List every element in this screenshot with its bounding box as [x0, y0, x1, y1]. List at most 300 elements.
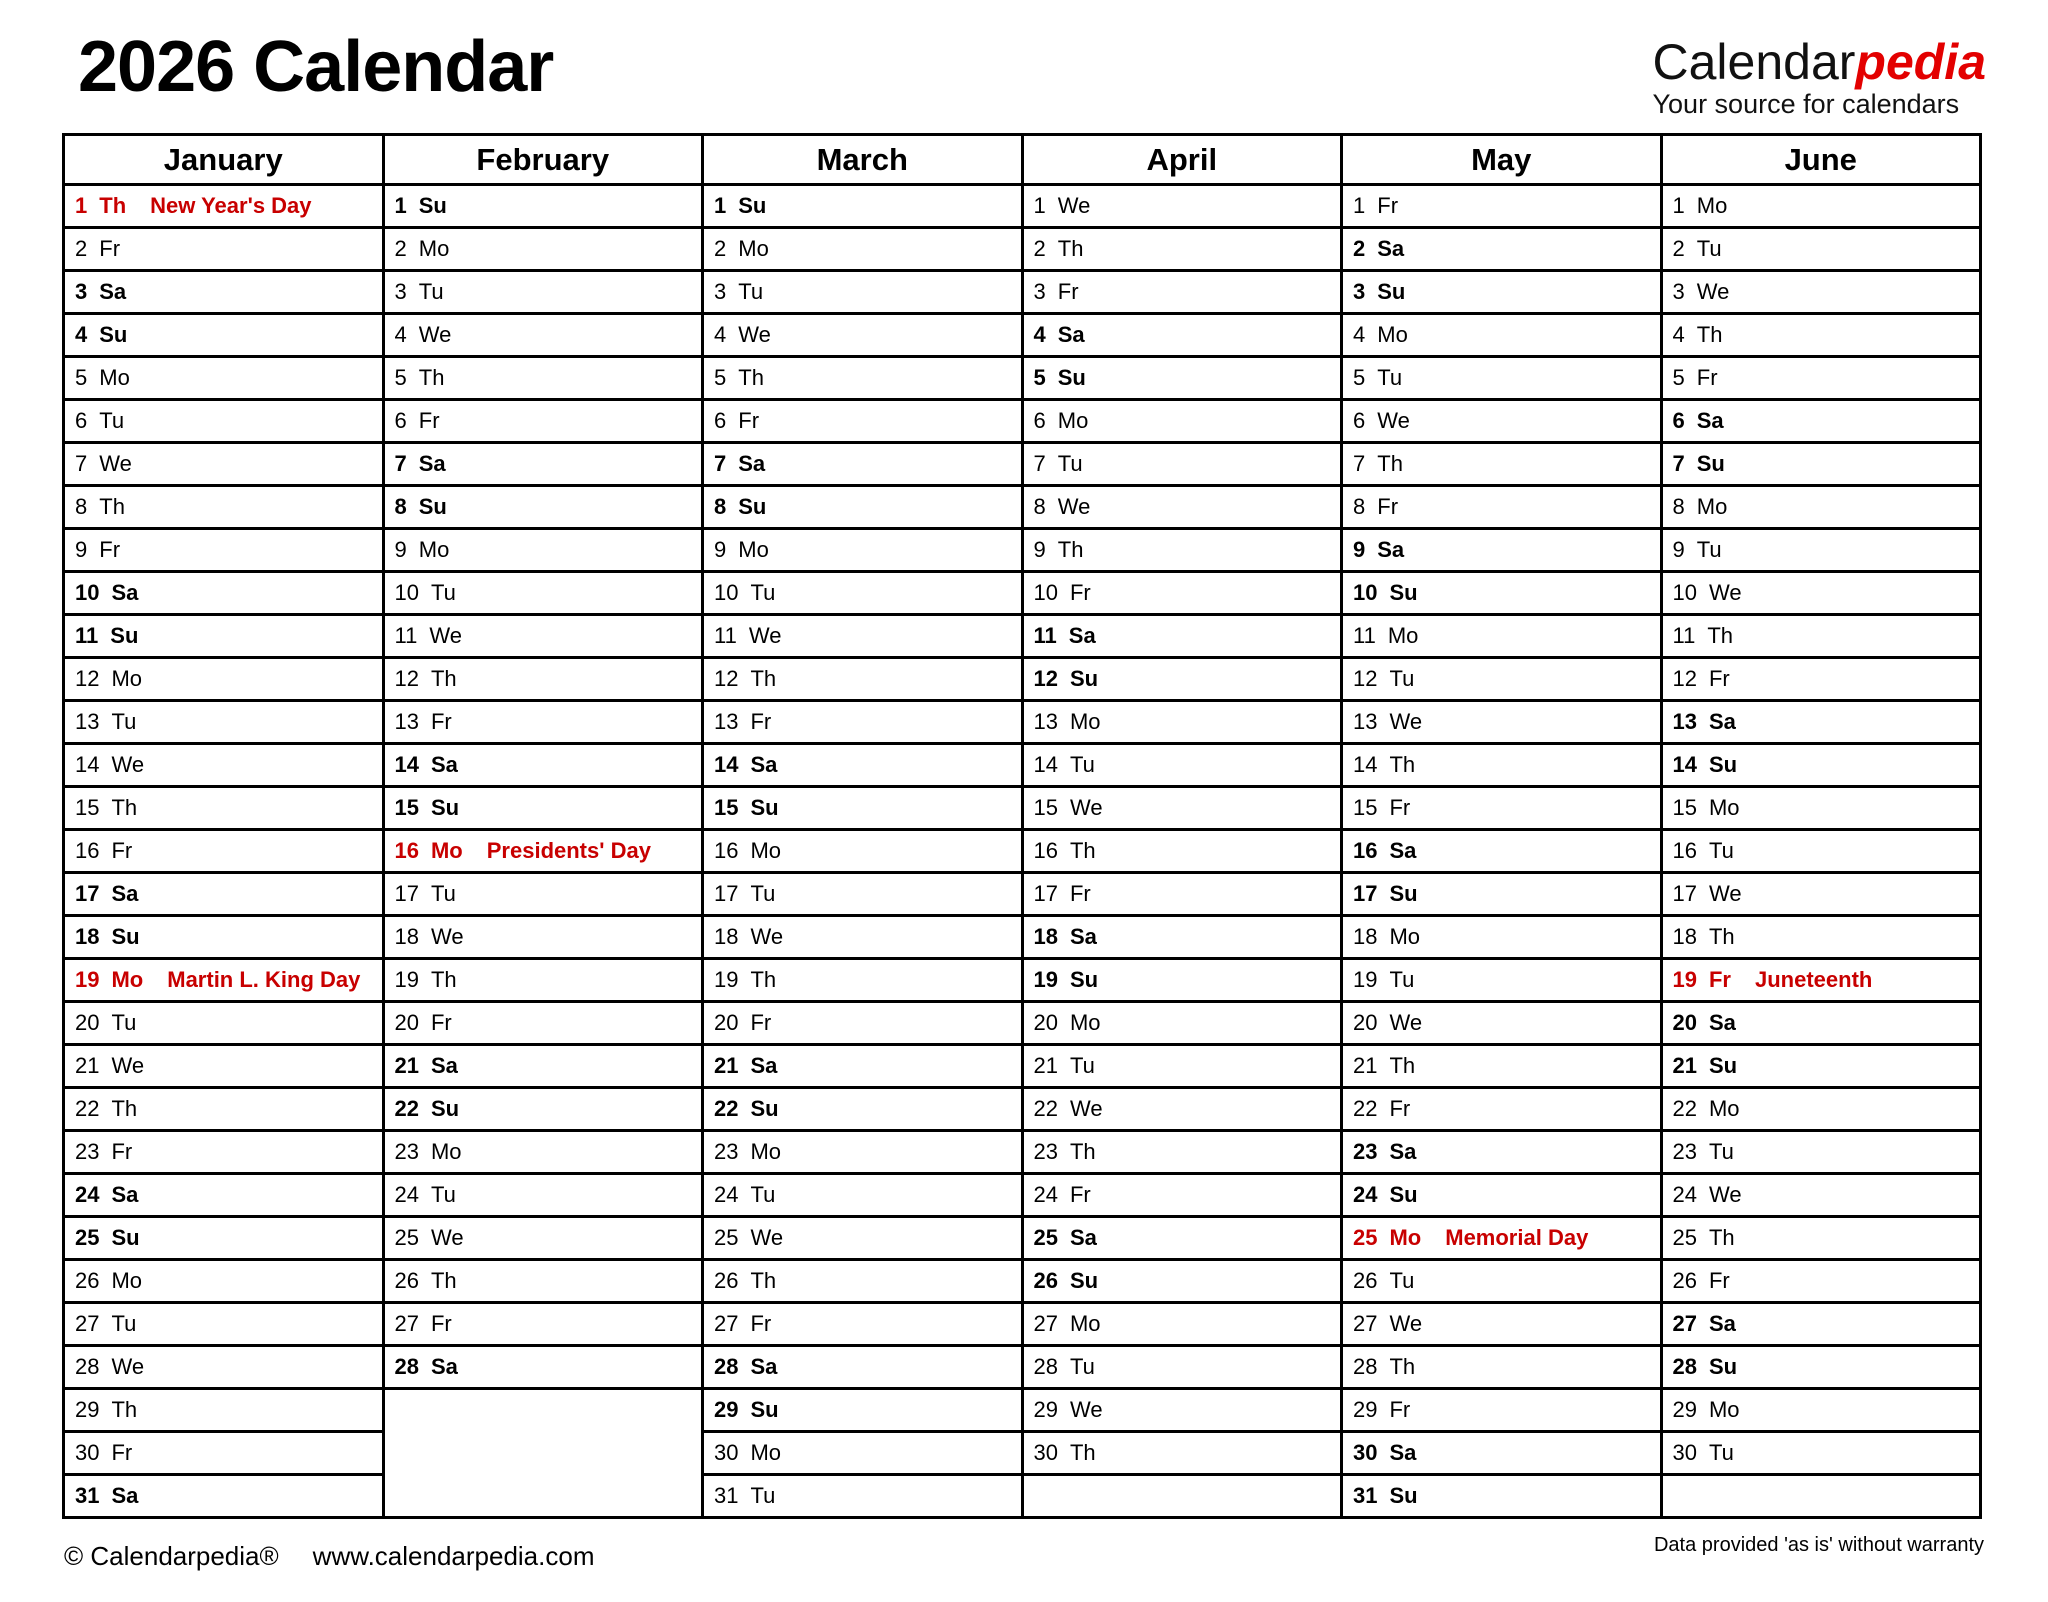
day-number: 7	[1033, 451, 1046, 476]
day-number: 21	[75, 1053, 100, 1078]
weekday-abbr: Tu	[418, 279, 444, 304]
weekday-abbr: Mo	[418, 537, 450, 562]
day-number: 29	[1672, 1397, 1697, 1422]
weekday-abbr: Sa	[750, 752, 778, 777]
cell-march-23	[703, 1131, 1023, 1174]
weekday-abbr: Fr	[430, 709, 452, 734]
day-number: 25	[1033, 1225, 1058, 1250]
weekday-abbr: Tu	[111, 709, 137, 734]
cell-may-17	[1342, 873, 1662, 916]
weekday-abbr: Th	[750, 967, 777, 992]
weekday-abbr: We	[1389, 1311, 1423, 1336]
cell-may-7	[1342, 443, 1662, 486]
weekday-abbr: Su	[1069, 1268, 1099, 1293]
cell-march-2	[703, 228, 1023, 271]
day-number: 18	[714, 924, 739, 949]
cell-march-14	[703, 744, 1023, 787]
day-number: 23	[394, 1139, 419, 1164]
day-number: 27	[1672, 1311, 1697, 1336]
day-number: 18	[394, 924, 419, 949]
day-number: 11	[1033, 623, 1057, 648]
weekday-abbr: Th	[430, 666, 457, 691]
weekday-abbr: We	[1069, 1397, 1103, 1422]
weekday-abbr: Mo	[1696, 494, 1728, 519]
cell-may-23	[1342, 1131, 1662, 1174]
day-number: 5	[75, 365, 88, 390]
cell-january-23	[64, 1131, 384, 1174]
weekday-abbr: Tu	[738, 279, 764, 304]
day-number: 15	[714, 795, 739, 820]
copyright-text: © Calendarpedia®	[64, 1541, 279, 1571]
cell-march-6	[703, 400, 1023, 443]
site-link[interactable]: www.calendarpedia.com	[312, 1541, 595, 1571]
weekday-abbr: Mo	[1069, 1311, 1101, 1336]
day-number: 24	[1033, 1182, 1058, 1207]
cell-march-29	[703, 1389, 1023, 1432]
cell-february-15	[383, 787, 703, 830]
day-number: 31	[1353, 1483, 1378, 1508]
day-number: 4	[1672, 322, 1685, 347]
day-number: 20	[1353, 1010, 1378, 1035]
day-number: 22	[1672, 1096, 1697, 1121]
cell-march-9	[703, 529, 1023, 572]
weekday-abbr: Tu	[1389, 666, 1415, 691]
cell-january-4	[64, 314, 384, 357]
weekday-abbr: We	[1057, 494, 1091, 519]
cell-january-3	[64, 271, 384, 314]
weekday-abbr: Tu	[430, 881, 456, 906]
day-row-31	[64, 1475, 1981, 1518]
day-row-1	[64, 185, 1981, 228]
cell-may-18	[1342, 916, 1662, 959]
weekday-abbr: Su	[111, 1225, 140, 1250]
cell-june-27	[1661, 1303, 1981, 1346]
weekday-abbr: Sa	[418, 451, 446, 476]
day-number: 5	[714, 365, 727, 390]
cell-march-25	[703, 1217, 1023, 1260]
weekday-abbr: Tu	[1696, 537, 1722, 562]
day-number: 12	[1353, 666, 1378, 691]
day-number: 15	[1672, 795, 1697, 820]
cell-june-14	[1661, 744, 1981, 787]
day-number: 8	[394, 494, 407, 519]
weekday-abbr: Sa	[111, 1182, 139, 1207]
cell-march-31	[703, 1475, 1023, 1518]
weekday-abbr: Mo	[750, 838, 782, 863]
cell-january-14	[64, 744, 384, 787]
weekday-abbr: Sa	[1377, 236, 1405, 261]
cell-june-25	[1661, 1217, 1981, 1260]
day-number: 28	[714, 1354, 739, 1379]
cell-may-9	[1342, 529, 1662, 572]
day-row-28	[64, 1346, 1981, 1389]
day-number: 7	[1672, 451, 1685, 476]
day-number: 7	[1353, 451, 1366, 476]
weekday-abbr: Mo	[1708, 1397, 1740, 1422]
page-title: 2026 Calendar	[78, 27, 554, 107]
day-number: 22	[394, 1096, 419, 1121]
day-number: 2	[1353, 236, 1366, 261]
cell-february-5	[383, 357, 703, 400]
day-row-11	[64, 615, 1981, 658]
day-number: 17	[1672, 881, 1697, 906]
day-number: 27	[75, 1311, 100, 1336]
cell-january-11	[64, 615, 384, 658]
cell-april-15	[1022, 787, 1342, 830]
day-number: 13	[1033, 709, 1058, 734]
cell-january-7	[64, 443, 384, 486]
day-number: 13	[714, 709, 739, 734]
cell-february-25	[383, 1217, 703, 1260]
day-number: 3	[714, 279, 727, 304]
weekday-abbr: Su	[1708, 1053, 1738, 1078]
day-number: 4	[1353, 322, 1366, 347]
cell-june-21	[1661, 1045, 1981, 1088]
weekday-abbr: Su	[111, 924, 140, 949]
cell-january-6	[64, 400, 384, 443]
day-number: 23	[714, 1139, 739, 1164]
day-number: 24	[394, 1182, 419, 1207]
weekday-abbr: Th	[430, 967, 457, 992]
day-number: 23	[1672, 1139, 1697, 1164]
day-number: 26	[1672, 1268, 1697, 1293]
weekday-abbr: We	[418, 322, 452, 347]
day-number: 17	[1033, 881, 1058, 906]
weekday-abbr: Tu	[750, 1182, 776, 1207]
empty-cell-april	[1022, 1475, 1342, 1518]
weekday-abbr: We	[748, 623, 782, 648]
cell-january-8	[64, 486, 384, 529]
cell-april-13	[1022, 701, 1342, 744]
day-row-25	[64, 1217, 1981, 1260]
cell-march-7	[703, 443, 1023, 486]
day-number: 25	[75, 1225, 100, 1250]
empty-cell-february	[383, 1389, 703, 1518]
cell-april-24	[1022, 1174, 1342, 1217]
weekday-abbr: We	[750, 1225, 784, 1250]
day-number: 15	[1033, 795, 1058, 820]
cell-february-17	[383, 873, 703, 916]
day-number: 2	[75, 236, 88, 261]
weekday-abbr: Tu	[99, 408, 125, 433]
cell-january-15	[64, 787, 384, 830]
calendarpedia-logo	[1653, 36, 1987, 118]
cell-june-29	[1661, 1389, 1981, 1432]
day-number: 11	[1353, 623, 1376, 648]
cell-january-24	[64, 1174, 384, 1217]
cell-may-19	[1342, 959, 1662, 1002]
day-number: 19	[394, 967, 419, 992]
weekday-abbr: We	[1057, 193, 1091, 218]
day-number: 28	[75, 1354, 100, 1379]
cell-january-29	[64, 1389, 384, 1432]
holiday-name: Memorial Day	[1445, 1225, 1589, 1250]
day-number: 19	[1672, 967, 1697, 992]
weekday-abbr: Fr	[1696, 365, 1718, 390]
day-row-20	[64, 1002, 1981, 1045]
cell-february-2	[383, 228, 703, 271]
weekday-abbr: Mo	[1696, 193, 1728, 218]
weekday-abbr: Tu	[1389, 1268, 1415, 1293]
cell-february-6	[383, 400, 703, 443]
cell-april-8	[1022, 486, 1342, 529]
weekday-abbr: Mo	[99, 365, 130, 390]
day-number: 19	[75, 967, 100, 992]
weekday-abbr: We	[99, 451, 132, 476]
weekday-abbr: Fr	[1069, 881, 1091, 906]
day-number: 6	[714, 408, 727, 433]
weekday-abbr: Mo	[1708, 1096, 1740, 1121]
day-number: 1	[714, 193, 727, 218]
day-number: 14	[1033, 752, 1058, 777]
weekday-abbr: Mo	[750, 1440, 782, 1465]
day-number: 15	[75, 795, 100, 820]
cell-may-20	[1342, 1002, 1662, 1045]
cell-april-22	[1022, 1088, 1342, 1131]
weekday-abbr: Tu	[1696, 236, 1722, 261]
day-number: 18	[1353, 924, 1378, 949]
weekday-abbr: Su	[1708, 1354, 1738, 1379]
weekday-abbr: We	[1377, 408, 1410, 433]
weekday-abbr: Tu	[1069, 752, 1095, 777]
cell-april-26	[1022, 1260, 1342, 1303]
day-number: 2	[1033, 236, 1046, 261]
cell-february-8	[383, 486, 703, 529]
cell-february-7	[383, 443, 703, 486]
weekday-abbr: Mo	[1387, 623, 1419, 648]
weekday-abbr: Sa	[1708, 1311, 1736, 1336]
cell-april-30	[1022, 1432, 1342, 1475]
cell-march-10	[703, 572, 1023, 615]
day-number: 1	[1672, 193, 1685, 218]
weekday-abbr: Su	[418, 494, 447, 519]
weekday-abbr: We	[750, 924, 784, 949]
cell-june-28	[1661, 1346, 1981, 1389]
weekday-abbr: Sa	[750, 1354, 778, 1379]
weekday-abbr: Tu	[1057, 451, 1083, 476]
day-number: 29	[714, 1397, 739, 1422]
weekday-abbr: Fr	[1377, 193, 1399, 218]
day-number: 30	[1033, 1440, 1058, 1465]
cell-march-22	[703, 1088, 1023, 1131]
day-number: 21	[1353, 1053, 1378, 1078]
weekday-abbr: Fr	[430, 1010, 452, 1035]
weekday-abbr: Fr	[750, 1010, 772, 1035]
weekday-abbr: Su	[750, 795, 779, 820]
day-number: 29	[1353, 1397, 1378, 1422]
weekday-abbr: Th	[1069, 1440, 1096, 1465]
cell-february-21	[383, 1045, 703, 1088]
cell-january-17	[64, 873, 384, 916]
day-number: 22	[1033, 1096, 1058, 1121]
weekday-abbr: Fr	[111, 1440, 133, 1465]
day-number: 13	[394, 709, 419, 734]
day-number: 4	[714, 322, 727, 347]
day-row-5	[64, 357, 1981, 400]
weekday-abbr: Th	[1069, 1139, 1096, 1164]
weekday-abbr: Tu	[111, 1311, 137, 1336]
weekday-abbr: Fr	[111, 1139, 133, 1164]
day-number: 5	[1672, 365, 1685, 390]
cell-june-8	[1661, 486, 1981, 529]
day-number: 11	[1672, 623, 1696, 648]
weekday-abbr: Sa	[1708, 1010, 1736, 1035]
cell-may-24	[1342, 1174, 1662, 1217]
weekday-abbr: Sa	[111, 881, 139, 906]
weekday-abbr: Su	[1069, 967, 1099, 992]
day-number: 25	[714, 1225, 739, 1250]
cell-january-19	[64, 959, 384, 1002]
day-number: 29	[1033, 1397, 1058, 1422]
weekday-abbr: Fr	[418, 408, 440, 433]
cell-march-18	[703, 916, 1023, 959]
weekday-abbr: Tu	[430, 580, 456, 605]
cell-march-15	[703, 787, 1023, 830]
weekday-abbr: Mo	[1389, 1225, 1422, 1250]
weekday-abbr: We	[1708, 881, 1742, 906]
weekday-abbr: Tu	[1708, 1139, 1734, 1164]
weekday-abbr: Sa	[1068, 623, 1096, 648]
cell-february-11	[383, 615, 703, 658]
weekday-abbr: Mo	[111, 666, 143, 691]
weekday-abbr: Sa	[750, 1053, 778, 1078]
cell-january-20	[64, 1002, 384, 1045]
weekday-abbr: Tu	[1708, 1440, 1734, 1465]
cell-june-26	[1661, 1260, 1981, 1303]
weekday-abbr: Su	[1389, 881, 1418, 906]
month-header-june: June	[1661, 135, 1981, 185]
day-number: 13	[75, 709, 100, 734]
cell-march-13	[703, 701, 1023, 744]
day-number: 16	[1672, 838, 1697, 863]
cell-may-5	[1342, 357, 1662, 400]
weekday-abbr: Th	[1069, 838, 1096, 863]
cell-april-19	[1022, 959, 1342, 1002]
month-header-february: February	[383, 135, 703, 185]
day-number: 9	[1353, 537, 1366, 562]
cell-june-19	[1661, 959, 1981, 1002]
cell-april-27	[1022, 1303, 1342, 1346]
cell-june-7	[1661, 443, 1981, 486]
day-number: 3	[1672, 279, 1685, 304]
day-number: 6	[75, 408, 88, 433]
cell-january-10	[64, 572, 384, 615]
day-number: 27	[1033, 1311, 1058, 1336]
day-number: 8	[714, 494, 727, 519]
weekday-abbr: Th	[1057, 537, 1084, 562]
weekday-abbr: Mo	[111, 967, 144, 992]
day-number: 31	[75, 1483, 100, 1508]
day-number: 4	[1033, 322, 1046, 347]
weekday-abbr: Th	[1377, 451, 1403, 476]
cell-april-28	[1022, 1346, 1342, 1389]
cell-march-17	[703, 873, 1023, 916]
holiday-name: Juneteenth	[1754, 967, 1873, 992]
weekday-abbr: We	[1708, 1182, 1742, 1207]
cell-april-11	[1022, 615, 1342, 658]
weekday-abbr: Su	[1389, 1182, 1418, 1207]
weekday-abbr: Su	[110, 623, 139, 648]
cell-march-28	[703, 1346, 1023, 1389]
cell-february-13	[383, 701, 703, 744]
cell-february-14	[383, 744, 703, 787]
weekday-abbr: Th	[1708, 924, 1735, 949]
weekday-abbr: Fr	[1069, 580, 1091, 605]
weekday-abbr: Su	[430, 1096, 460, 1121]
day-number: 2	[394, 236, 407, 261]
day-number: 20	[1672, 1010, 1697, 1035]
day-number: 20	[714, 1010, 739, 1035]
cell-may-4	[1342, 314, 1662, 357]
day-row-10	[64, 572, 1981, 615]
cell-march-21	[703, 1045, 1023, 1088]
day-number: 1	[75, 193, 88, 218]
weekday-abbr: Th	[1707, 623, 1734, 648]
day-number: 21	[394, 1053, 419, 1078]
day-number: 10	[1033, 580, 1058, 605]
cell-june-18	[1661, 916, 1981, 959]
weekday-abbr: Su	[1389, 1483, 1418, 1508]
cell-june-16	[1661, 830, 1981, 873]
weekday-abbr: Su	[1057, 365, 1086, 390]
weekday-abbr: Th	[750, 666, 777, 691]
weekday-abbr: We	[430, 1225, 464, 1250]
weekday-abbr: Fr	[1389, 1397, 1411, 1422]
weekday-abbr: Fr	[111, 838, 133, 863]
day-number: 11	[75, 623, 99, 648]
weekday-abbr: Tu	[750, 580, 776, 605]
day-number: 30	[1672, 1440, 1697, 1465]
cell-may-31	[1342, 1475, 1662, 1518]
cell-june-23	[1661, 1131, 1981, 1174]
day-number: 13	[1353, 709, 1378, 734]
day-number: 12	[75, 666, 100, 691]
weekday-abbr: Tu	[111, 1010, 137, 1035]
weekday-abbr: We	[1708, 580, 1742, 605]
cell-may-30	[1342, 1432, 1662, 1475]
cell-june-9	[1661, 529, 1981, 572]
day-number: 9	[394, 537, 407, 562]
cell-may-8	[1342, 486, 1662, 529]
cell-may-21	[1342, 1045, 1662, 1088]
cell-april-2	[1022, 228, 1342, 271]
weekday-abbr: Th	[1389, 1053, 1416, 1078]
cell-may-29	[1342, 1389, 1662, 1432]
cell-april-9	[1022, 529, 1342, 572]
weekday-abbr: Mo	[111, 1268, 143, 1293]
cell-february-1	[383, 185, 703, 228]
day-number: 26	[75, 1268, 100, 1293]
weekday-abbr: Sa	[111, 1483, 139, 1508]
weekday-abbr: Sa	[1057, 322, 1085, 347]
day-number: 30	[1353, 1440, 1378, 1465]
weekday-abbr: Fr	[1057, 279, 1079, 304]
day-number: 19	[1353, 967, 1378, 992]
day-number: 14	[1672, 752, 1697, 777]
day-number: 3	[1353, 279, 1366, 304]
day-number: 10	[1672, 580, 1697, 605]
day-number: 19	[1033, 967, 1058, 992]
cell-june-1	[1661, 185, 1981, 228]
weekday-abbr: Sa	[99, 279, 127, 304]
cell-june-30	[1661, 1432, 1981, 1475]
weekday-abbr: Sa	[430, 1354, 458, 1379]
cell-february-20	[383, 1002, 703, 1045]
cell-january-13	[64, 701, 384, 744]
holiday-name: Presidents' Day	[486, 838, 651, 863]
weekday-abbr: We	[1069, 1096, 1103, 1121]
day-number: 10	[394, 580, 419, 605]
